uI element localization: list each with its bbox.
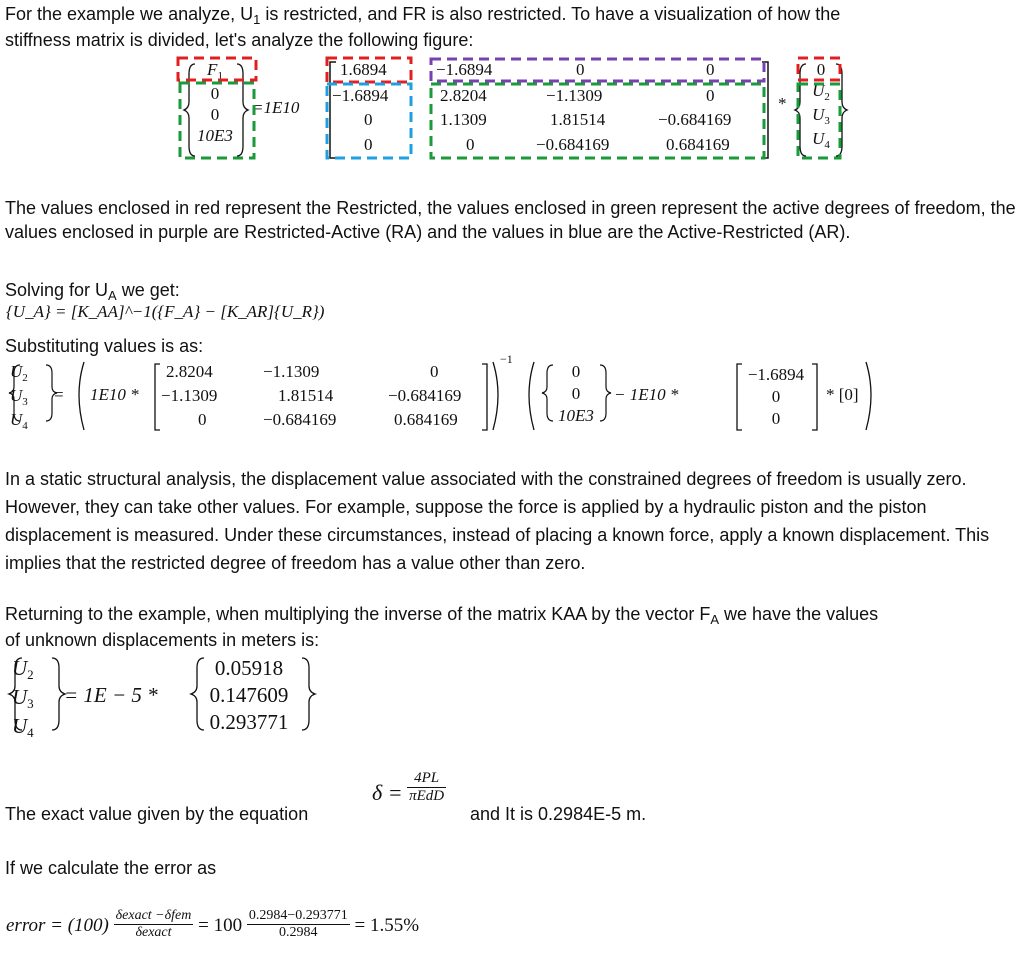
result-lhs-vector: U2 U3 U4	[12, 656, 34, 740]
solving-line: Solving for $U_A$ we get:	[5, 280, 180, 303]
displacement-vector: 0 $U_2$ $U_3$ $U_4$	[812, 60, 830, 151]
substituting-line: Substituting values is as:	[5, 336, 204, 356]
solution-formula: {U_A} = [K_AA]^−1({F_A} − [K_AR]{U_R})	[6, 302, 325, 321]
delta-equation: δ = $\frac{4PL}{\text{πEdD}}$	[372, 770, 445, 805]
result-values-vector: 0.05918 0.147609 0.293771	[209, 656, 289, 734]
exact-value-text: The exact value given by the equation	[5, 804, 309, 824]
exact-value-result: and It is 0.2984E-5 m.	[470, 804, 647, 824]
returning-paragraph: Returning to the example, when multiplying the inverse of the matrix KAA by the vector $F_A$ we have the values of unknown displacements in meters is:	[5, 604, 879, 650]
times-sign: *	[778, 94, 787, 113]
error-intro: If we calculate the error as	[5, 858, 217, 878]
fa-vector: 0 0 10E3	[558, 362, 594, 425]
substitution-lhs-vector: $U_2$ $U_3$ $U_4$	[10, 362, 28, 432]
force-vector: $F_1$ 0 0 10E3	[197, 60, 233, 145]
kar-vector: −1.6894 0 0	[747, 365, 805, 428]
error-equation: error = (100) $\frac{\text{δexact −δfem}}{\text{δexact}}$ = 100 $\frac{0.2984-0.293771}{0.2984}$ = 1.55%	[6, 908, 420, 940]
color-legend-paragraph: The values enclosed in red represent the Restricted, the values enclosed in green represent the active degrees of freedom, the values enclosed in purple are Restricted-Active (RA) and the values in blue are the Active-Restricted (AR).	[5, 198, 1016, 242]
scalar-1e10: =1E10	[252, 98, 300, 117]
static-analysis-paragraph: In a static structural analysis, the displacement value associated with the constrained degrees of freedom is usually zero. However, they can take other values. For example, suppose the force is applied by a hydraulic piston and the piston displacement is measured. Under these circumstances, instead of placing a known force, apply a known displacement. This implies that the restricted degree of freedom has a value other than zero.	[5, 469, 990, 573]
intro-paragraph: For the example we analyze, $U_1$ is restricted, and FR is also restricted. To have a visualization of how the stiffness matrix is divided, let's analyze the following figure:	[5, 4, 841, 50]
